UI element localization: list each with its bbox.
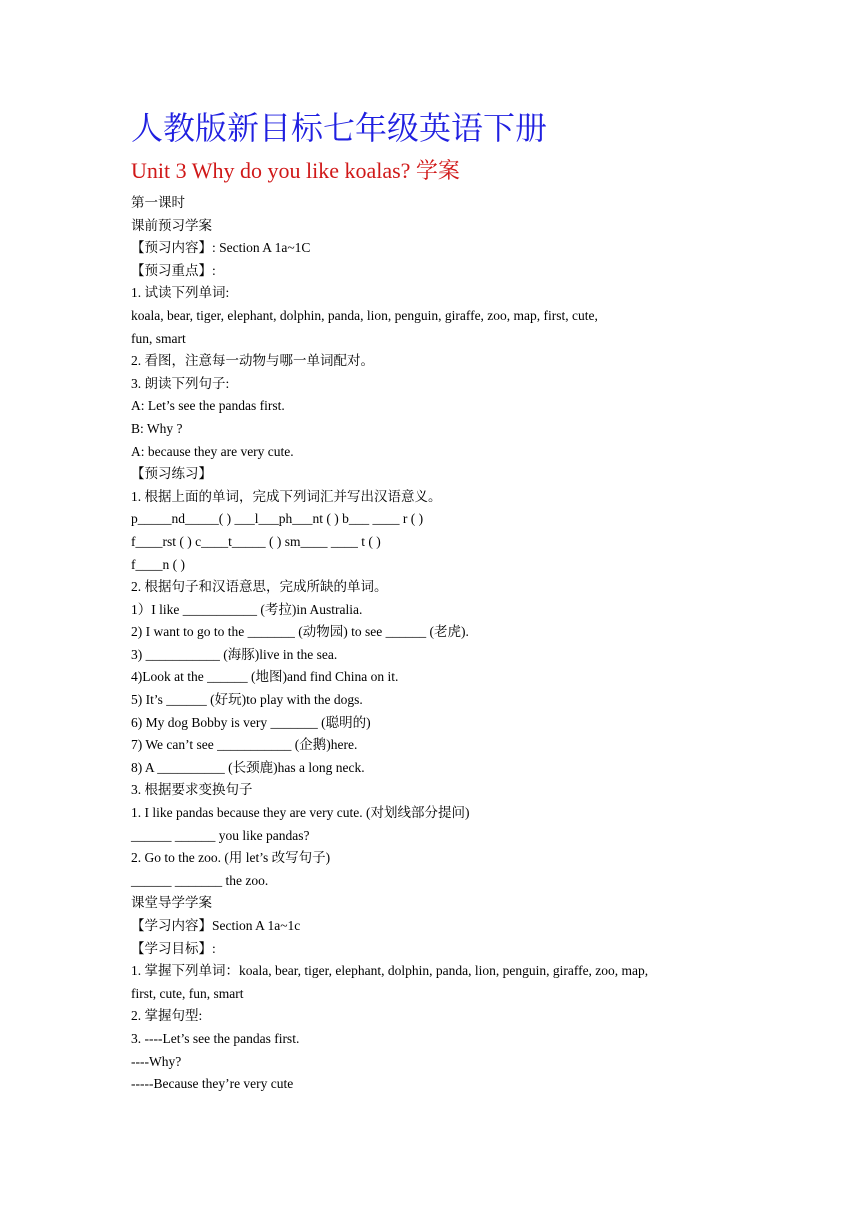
text-line: 【预习重点】: <box>131 262 216 278</box>
text-line: p_____nd_____( ) ___l___ph___nt ( ) b___ ____ r ( ) <box>131 511 424 527</box>
text-line: f____n ( ) <box>131 556 185 572</box>
text-line: 【预习练习】 <box>131 466 212 482</box>
text-line: koala, bear, tiger, elephant, dolphin, panda, lion, penguin, giraffe, zoo, map, first, cute, <box>131 307 598 323</box>
text-line: 5) It’s ______ (好玩)to play with the dogs. <box>131 692 363 708</box>
text-line: 1. 试读下列单词: <box>131 285 230 301</box>
text-line: 课堂导学学案 <box>131 895 212 911</box>
document-page <box>131 104 771 1096</box>
text-line: 7) We can’t see ___________ (企鹅)here. <box>131 737 358 753</box>
text-line: first, cute, fun, smart <box>131 985 244 1001</box>
text-line: B: Why ? <box>131 420 183 436</box>
text-line: 3. 朗读下列句子: <box>131 375 230 391</box>
text-line: 6) My dog Bobby is very _______ (聪明的) <box>131 714 371 730</box>
text-line: 2) I want to go to the _______ (动物园) to see ______ (老虎). <box>131 624 469 640</box>
text-line: 4)Look at the ______ (地图)and find China on it. <box>131 669 399 685</box>
text-line: 3. 根据要求变换句子 <box>131 782 253 798</box>
text-line: 【学习内容】Section A 1a~1c <box>131 918 301 933</box>
text-line: ----Why? <box>131 1053 182 1069</box>
text-line: 2. 掌握句型: <box>131 1008 203 1024</box>
document-title: 人教版新目标七年级英语下册 <box>131 110 548 146</box>
text-line: 3) ___________ (海豚)live in the sea. <box>131 646 338 662</box>
text-line: ______ ______ you like pandas? <box>131 827 310 843</box>
text-line: 第一课时 <box>131 195 185 210</box>
text-line: 3. ----Let’s see the pandas first. <box>131 1030 300 1046</box>
text-line: 2. 根据句子和汉语意思，完成所缺的单词。 <box>131 579 388 595</box>
text-line: 1. 掌握下列单词：koala, bear, tiger, elephant, dolphin, panda, lion, penguin, giraffe, zoo, map, <box>131 963 649 979</box>
document-body <box>131 192 771 1096</box>
text-line: 课前预习学案 <box>131 217 212 233</box>
text-line: -----Because they’re very cute <box>131 1076 294 1092</box>
text-line: 8) A __________ (长颈鹿)has a long neck. <box>131 759 365 775</box>
text-line: 【预习内容】: Section A 1a~1C <box>131 240 311 256</box>
document-subtitle: Unit 3 Why do you like koalas? 学案 <box>131 158 460 183</box>
text-line: 2. Go to the zoo. (用 let’s 改写句子) <box>131 850 331 866</box>
text-line: 2. 看图，注意每一动物与哪一单词配对。 <box>131 353 374 369</box>
text-line: fun, smart <box>131 330 186 346</box>
text-line: A: Let’s see the pandas first. <box>131 398 285 414</box>
text-line: 1. I like pandas because they are very cute. (对划线部分提问) <box>131 805 470 821</box>
text-line: 1. 根据上面的单词，完成下列词汇并写出汉语意义。 <box>131 488 442 504</box>
text-line: ______ _______ the zoo. <box>131 872 269 888</box>
text-line: A: because they are very cute. <box>131 443 294 459</box>
text-line: 1）I like ___________ (考拉)in Australia. <box>131 601 363 617</box>
text-line: f____rst ( ) c____t_____ ( ) sm____ ____ t ( ) <box>131 533 381 549</box>
text-line: 【学习目标】: <box>131 940 216 956</box>
